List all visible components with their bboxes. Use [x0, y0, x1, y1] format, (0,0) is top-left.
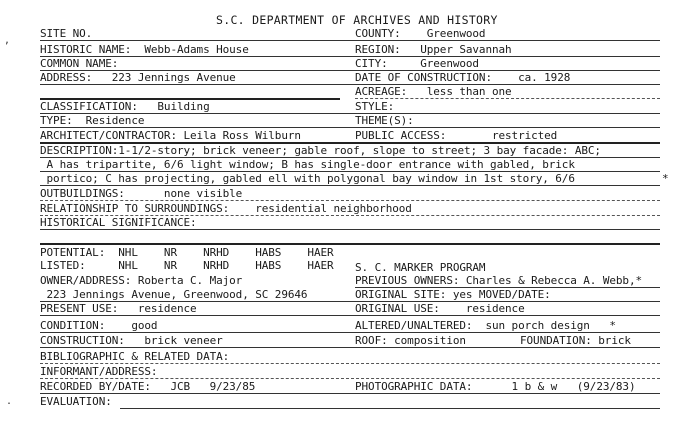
bibliographic-field: BIBLIOGRAPHIC & RELATED DATA:	[40, 350, 230, 363]
date-of-construction-field: DATE OF CONSTRUCTION: ca. 1928	[355, 71, 571, 84]
description-line-3: portico; C has projecting, gabled ell with polygonal bay window in 1st story, 6/6	[40, 172, 575, 185]
photographic-data-field: PHOTOGRAPHIC DATA: 1 b & w (9/23/83)	[355, 380, 636, 393]
public-access-field: PUBLIC ACCESS: restricted	[355, 129, 558, 142]
condition-field: CONDITION: good	[40, 319, 158, 332]
style-field: STYLE:	[355, 100, 395, 113]
altered-unaltered-field: ALTERED/UNALTERED: sun porch design *	[355, 319, 616, 332]
common-name-field: COMMON NAME:	[40, 57, 119, 70]
site-no-label: SITE NO.	[40, 27, 93, 40]
description-line-1: DESCRIPTION:1-1/2-story; brick veneer; gable roof, slope to street; 3 bay facade: ABC;	[40, 144, 601, 157]
owner-address-line-1: OWNER/ADDRESS: Roberta C. Major	[40, 274, 243, 287]
row-rule	[40, 363, 660, 364]
recorded-by-field: RECORDED BY/DATE: JCB 9/23/85	[40, 380, 256, 393]
acreage-field: ACREAGE: less than one	[355, 85, 512, 98]
row-rule	[120, 408, 660, 409]
row-rule	[40, 315, 660, 316]
description-asterisk: *	[662, 172, 669, 185]
city-field: CITY: Greenwood	[355, 57, 479, 70]
row-rule	[40, 40, 660, 41]
previous-owners-field: PREVIOUS OWNERS: Charles & Rebecca A. Webb,*	[355, 274, 642, 287]
row-rule	[40, 185, 660, 186]
row-rule	[40, 127, 660, 128]
historic-name-field: HISTORIC NAME: Webb-Adams House	[40, 43, 249, 56]
listed-field: LISTED: NHL NR NRHD HABS HAER	[40, 259, 334, 272]
row-rule	[355, 98, 660, 99]
margin-tick: ,	[4, 35, 11, 46]
region-field: REGION: Upper Savannah	[355, 43, 512, 56]
county-field: COUNTY: Greenwood	[355, 27, 486, 40]
description-line-2: A has tripartite, 6/6 light window; B has single-door entrance with gabled, brick	[40, 158, 575, 171]
row-rule	[40, 56, 660, 57]
owner-address-line-2: 223 Jennings Avenue, Greenwood, SC 29646	[40, 288, 308, 301]
roof-field: ROOF: composition	[355, 334, 466, 347]
construction-field: CONSTRUCTION: brick veneer	[40, 334, 223, 347]
row-rule	[40, 378, 660, 379]
row-rule	[40, 84, 660, 85]
evaluation-field: EVALUATION:	[40, 395, 112, 408]
margin-tick: .	[6, 396, 13, 407]
present-use-field: PRESENT USE: residence	[40, 302, 197, 315]
historical-significance-field: HISTORICAL SIGNIFICANCE:	[40, 216, 197, 229]
row-rule	[40, 200, 660, 201]
row-rule	[40, 347, 660, 348]
row-rule	[40, 332, 660, 333]
foundation-field: FOUNDATION: brick	[520, 334, 631, 347]
original-site-field: ORIGINAL SITE: yes MOVED/DATE:	[355, 288, 551, 301]
potential-field: POTENTIAL: NHL NR NRHD HABS HAER	[40, 246, 334, 259]
row-rule	[40, 229, 660, 230]
form-title: S.C. DEPARTMENT OF ARCHIVES AND HISTORY	[216, 13, 498, 27]
section-rule	[40, 243, 660, 245]
themes-field: THEME(S):	[355, 114, 414, 127]
classification-field: CLASSIFICATION: Building	[40, 100, 210, 113]
type-field: TYPE: Residence	[40, 114, 145, 127]
architect-field: ARCHITECT/CONTRACTOR: Leila Ross Wilburn	[40, 129, 301, 142]
original-use-field: ORIGINAL USE: residence	[355, 302, 525, 315]
outbuildings-field: OUTBUILDINGS: none visible	[40, 187, 243, 200]
address-field: ADDRESS: 223 Jennings Avenue	[40, 71, 236, 84]
row-rule	[40, 393, 660, 394]
marker-program-heading: S. C. MARKER PROGRAM	[355, 261, 486, 274]
relationship-field: RELATIONSHIP TO SURROUNDINGS: residential neighborhood	[40, 202, 412, 215]
informant-field: INFORMANT/ADDRESS:	[40, 365, 158, 378]
